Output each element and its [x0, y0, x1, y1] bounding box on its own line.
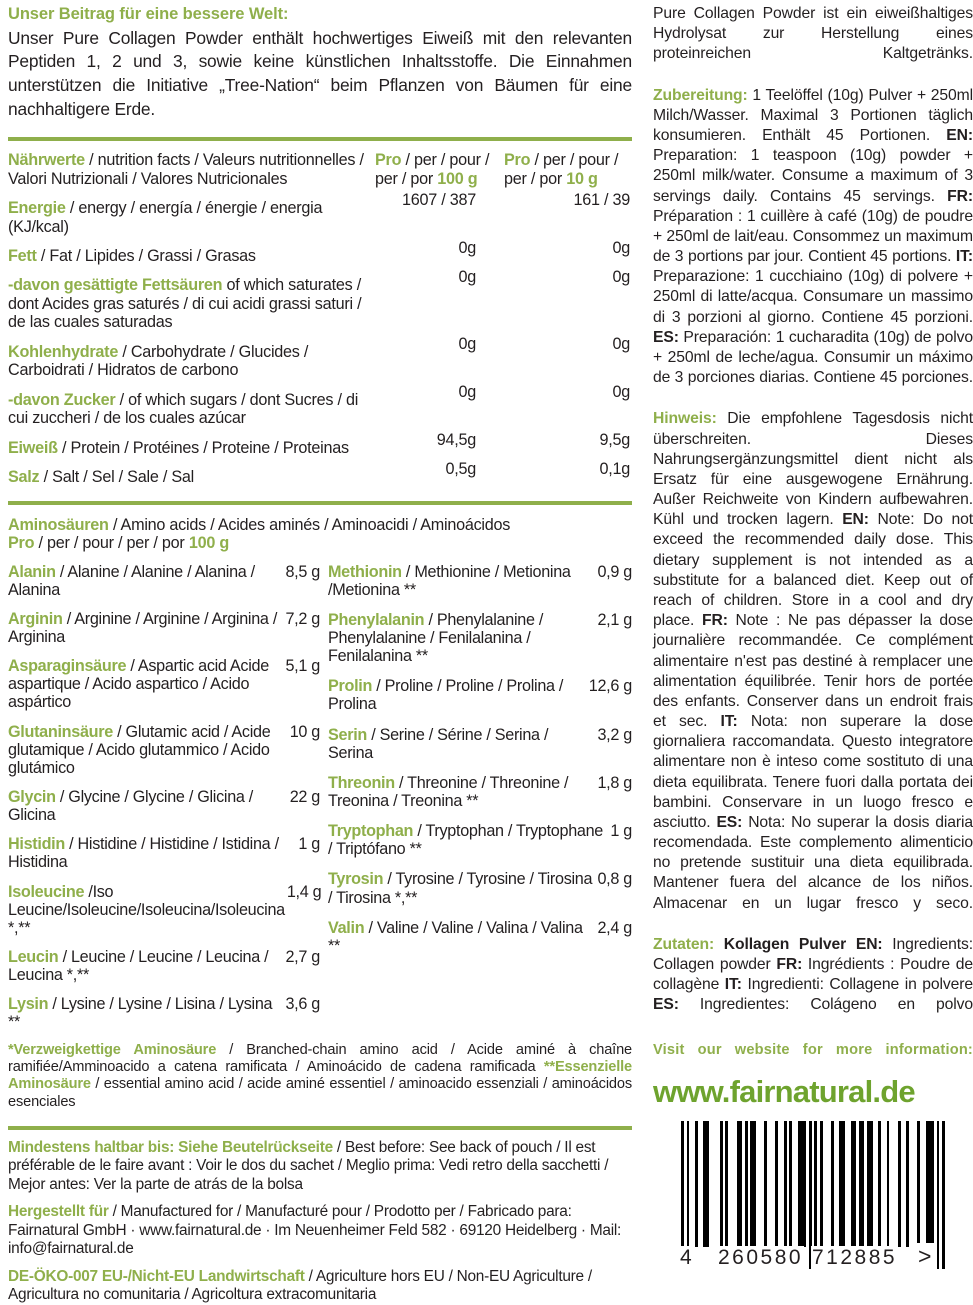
amino-column-left	[8, 563, 320, 1043]
nutrition-header-label	[8, 151, 374, 188]
nutrition-row-name-green: Eiweiß	[8, 438, 58, 457]
amino-acid-row	[8, 883, 320, 937]
nutrition-header-label-green: Nährwerte	[8, 151, 85, 170]
nutrition-value-per-10g: 9,5g	[599, 430, 630, 449]
nutrition-header-col-10g	[503, 151, 632, 188]
amino-acid-value: 1,4 g	[286, 882, 322, 901]
nutrition-value-per-100g: 0,5g	[445, 460, 476, 479]
nutrition-row-name-rest: / of which sugars / dont Sucres / di cui zuccheri / de los cuales azúcar	[8, 390, 359, 428]
nutrition-row	[8, 191, 632, 236]
nutrition-header-col-100g	[374, 151, 503, 188]
amino-acid-name	[328, 677, 589, 713]
manufacturer-text: / Manufactured for / Manufacturé pour / Prodotto per / Fabricado para: Fairnatural GmbH · www.fairnatural.de · Im Neuenheimer Feld 582 · 69120 Heidelberg · Mail: info@fairnatural.de	[8, 1203, 622, 1258]
amino-acid-row	[328, 563, 632, 599]
amino-acid-value: 3,6 g	[285, 995, 320, 1014]
nutrition-row-name-green: Energie	[8, 199, 66, 218]
amino-acid-name	[8, 610, 285, 646]
amino-acid-row	[8, 563, 320, 599]
barcode-bar	[737, 1121, 743, 1247]
barcode-digit-first: 4	[680, 1245, 695, 1269]
barcode-bar	[820, 1121, 823, 1247]
amino-acid-value: 3,2 g	[597, 725, 632, 744]
intro-title: Unser Beitrag für eine bessere Welt:	[8, 5, 289, 23]
amino-acid-value: 0,8 g	[597, 870, 632, 889]
nutrition-row	[8, 239, 632, 265]
col1-pro: Pro	[375, 151, 402, 170]
amino-acid-value: 5,1 g	[285, 657, 320, 676]
organic-code: DE-ÖKO-007 EU-/Nicht-EU Landwirtschaft	[8, 1267, 305, 1285]
amino-acid-row	[328, 774, 632, 810]
barcode-bar	[851, 1121, 857, 1247]
amino-acid-row	[8, 723, 320, 777]
nutrition-row-name-green: Kohlenhydrate	[8, 342, 119, 361]
amino-acid-name-rest: / Glutamic acid / Acide glutamique / Acido glutammico / Acido glutámico	[8, 722, 271, 777]
note-fr-tag: FR:	[701, 612, 728, 630]
manufacturer-block	[8, 1203, 632, 1258]
nutrition-row-name-rest: / Protein / Protéines / Proteine / Proteinas	[57, 438, 349, 457]
amino-acid-name-green: Arginin	[8, 609, 63, 628]
amino-acid-name	[8, 788, 290, 824]
barcode-bar	[917, 1121, 920, 1247]
nutrition-row	[8, 460, 632, 486]
note-it: Nota: non superare la dose giornaliera raccomandata. Questo integratore alimentare non è inteso come sostituto di una dieta equilibrata. Tenere fuori dalla portata dei bambini. Conservare in un luogo fresco e asciutto.	[653, 713, 973, 831]
amino-acid-value: 2,4 g	[597, 918, 632, 937]
nutrition-row-name-rest: of which saturates / dont Acides gras saturés / di cui acidi grassi saturi / de las cuales saturadas	[8, 276, 362, 332]
col2-rest: / per / pour / per / por	[504, 151, 619, 188]
barcode-bar	[725, 1121, 728, 1247]
nutrition-row-name	[8, 460, 374, 486]
nutrition-row-name-rest: / Salt / Sel / Sale / Sal	[39, 468, 194, 487]
amino-acid-row	[328, 677, 632, 713]
preparation-label: Zubereitung:	[653, 86, 748, 104]
amino-acid-value: 1,8 g	[597, 773, 632, 792]
amino-acid-name-green: Prolin	[328, 677, 373, 696]
best-before-text: / Best before: See back of pouch / Il est préférable de le faire avant : Voir le dos du sachet / Meglio prima: Vedi retro della sacchetti / Mejor antes: Ver la parte de atrás de la bolsa	[8, 1139, 609, 1193]
ingredients-es: Ingredientes: Colágeno en polvo	[678, 996, 973, 1014]
barcode-bar	[764, 1121, 767, 1247]
barcode-bar	[859, 1121, 865, 1247]
col2-amount: 10 g	[566, 169, 598, 188]
amino-acid-row	[8, 835, 320, 871]
ingredients-en: Ingredients: Collagen powder	[653, 935, 973, 974]
amino-acid-row	[8, 788, 320, 824]
amino-acid-name-rest: / Tyrosine / Tyrosine / Tirosina / Tirosina *,**	[328, 870, 593, 907]
nutrition-row-name-green: Salz	[8, 468, 40, 487]
amino-acid-name-green: Isoleucine	[8, 882, 85, 901]
nutrition-value-per-10g: 0g	[612, 382, 630, 401]
nutrition-row-name-rest: / Carbohydrate / Glucides / Carboidrati / Hidratos de carbono	[8, 342, 309, 380]
nutrition-header-label-rest: / nutrition facts / Valeurs nutritionnelles / Valori Nutrizionali / Valores Nutricionales	[8, 151, 364, 188]
amino-acid-row	[328, 611, 632, 665]
amino-acid-name-rest: / Aspartic acid Acide aspartique / Acido aspartico / Acido aspártico	[8, 657, 269, 712]
note-paragraph	[653, 409, 973, 933]
barcode-bar	[784, 1121, 787, 1247]
nutrition-row	[8, 335, 632, 380]
amino-acid-value: 7,2 g	[285, 609, 320, 628]
nutrition-value-per-100g: 0g	[458, 382, 476, 401]
note-it-tag: IT:	[720, 713, 738, 731]
amino-acid-row	[328, 726, 632, 762]
barcode-bar	[750, 1121, 756, 1247]
visit-website-text: Visit our website for more information:	[653, 1041, 973, 1058]
amino-acid-name-green: Tyrosin	[328, 870, 384, 889]
left-column	[8, 4, 632, 1305]
amino-acid-value: 2,7 g	[285, 948, 320, 966]
note-label: Hinweis:	[653, 410, 717, 428]
nutrition-table-header	[8, 151, 632, 188]
amino-acid-name-green: Glycin	[8, 788, 56, 807]
amino-acid-name-green: Glutaninsäure	[8, 722, 113, 741]
divider-above-amino	[8, 501, 632, 505]
amino-acid-name-green: Lysin	[8, 995, 49, 1014]
amino-acid-name-rest: / Proline / Proline / Prolina / Prolina	[328, 677, 564, 714]
note-fr: Note : Ne pas dépasser la dose journalière recommandée. Ce complément alimentaire n'est pas destiné à remplacer une alimentation équilibrée. Tenir hors de portée des enfants. Conserver dans un endroit frais et sec.	[653, 612, 973, 731]
amino-acid-name	[328, 774, 597, 810]
note-de: Die empfohlene Tagesdosis nicht überschreiten. Dieses Nahrungsergänzungsmittel dient nicht als Ersatz für eine ausgewogene Ernährung. Außer Reichweite von Kindern aufbewahren. Kühl und trocken lagern.	[653, 410, 973, 529]
barcode-bar	[906, 1121, 909, 1247]
preparation-de: 1 Teelöffel (10g) Pulver + 250ml Milch/Wasser. Maximal 3 Portionen täglich konsumieren. Enthält 45 Portionen.	[653, 86, 973, 145]
amino-acid-name	[328, 611, 597, 665]
organic-text: / Agriculture hors EU / Non-EU Agriculture / Agricultura no comunitaria / Agricoltura extracomunitaria	[8, 1267, 592, 1304]
nutrition-row-name	[8, 191, 374, 236]
nutrition-row-name	[8, 431, 374, 457]
preparation-es: Preparación: 1 cucharadita (10g) de polvo + 250ml de leche/agua. Consumir un máximo de 3 porciones diarias. Contiene 45 porciones.	[653, 328, 973, 387]
barcode-bar	[878, 1121, 881, 1247]
note-es-tag: ES:	[716, 813, 743, 831]
amino-acid-name-rest: / Valine / Valine / Valina / Valina **	[328, 918, 583, 955]
barcode-bar	[703, 1121, 709, 1247]
amino-table-header	[8, 516, 632, 553]
amino-acid-name	[328, 919, 597, 955]
amino-acid-name	[8, 835, 298, 871]
nutrition-row-name	[8, 335, 374, 380]
amino-acid-name	[8, 723, 290, 777]
nutrition-row-name	[8, 268, 374, 331]
amino-acid-row	[328, 822, 632, 858]
amino-acid-value: 10 g	[289, 722, 320, 741]
amino-header-rest: / Amino acids / Acides aminés / Aminoacidi / Aminoácidos	[108, 515, 511, 534]
nutrition-value-per-10g: 0g	[612, 334, 630, 353]
barcode-bar	[798, 1121, 806, 1247]
col2-pro: Pro	[504, 151, 531, 170]
product-description: Pure Collagen Powder ist ein eiweißhaltiges Hydrolysat zur Herstellung eines proteinreichen Kaltgetränks.	[653, 5, 973, 63]
nutrition-row-name-green: -davon Zucker	[8, 390, 116, 409]
barcode-bar	[898, 1121, 901, 1247]
amino-acid-row	[8, 657, 320, 711]
amino-header-pro: Pro	[8, 534, 35, 553]
amino-acid-name-rest: / Lysine / Lysine / Lisina / Lysina **	[8, 995, 273, 1032]
amino-acid-name	[8, 883, 287, 937]
best-before-label: Mindestens haltbar bis: Siehe Beutelrückseite	[8, 1139, 333, 1156]
preparation-es-tag: ES:	[653, 328, 679, 346]
amino-acid-grid	[8, 563, 632, 1043]
barcode-bar	[839, 1121, 845, 1247]
barcode-digit-group2: 712885	[812, 1245, 898, 1269]
amino-acid-value: 12,6 g	[588, 677, 632, 696]
nutrition-value-per-100g: 0g	[458, 268, 476, 287]
nutrition-row	[8, 431, 632, 457]
amino-acid-name-green: Methionin	[328, 562, 402, 581]
amino-acid-name	[8, 948, 285, 984]
nutrition-row	[8, 268, 632, 331]
ingredients-fr: Ingrédients : Poudre de collagène	[653, 956, 973, 994]
amino-acid-name-rest: / Leucine / Leucine / Leucina / Leucina *,**	[8, 948, 269, 985]
ean13-barcode	[681, 1121, 945, 1269]
note-en: Note: Do not exceed the recommended daily dose. This dietary supplement is not intended as a substitute for a balanced diet. Keep out of reach of children. Store in a cool and dry place.	[653, 511, 973, 630]
amino-acid-name-green: Serin	[328, 725, 367, 744]
preparation-it: Preparazione: 1 cucchiaino (10g) di polvere + 250ml di latte/acqua. Consumare un massimo di 3 porzioni al giorno. Contiene 45 porzioni.	[653, 268, 973, 326]
amino-acid-value: 1 g	[298, 835, 320, 854]
barcode-bar	[789, 1121, 792, 1247]
amino-acid-name-green: Threonin	[328, 773, 395, 792]
amino-acid-name-rest: / Tryptophan / Tryptophane / Triptófano **	[328, 822, 604, 859]
col1-amount: 100 g	[437, 169, 478, 188]
nutrition-row-name-green: -davon gesättigte Fettsäuren	[8, 276, 223, 295]
barcode-bar	[695, 1121, 698, 1247]
amino-acid-row	[8, 948, 320, 984]
barcode-container	[653, 1121, 973, 1269]
amino-header-green: Aminosäuren	[8, 515, 109, 534]
amino-acid-name	[8, 657, 285, 711]
amino-acid-name	[328, 563, 597, 599]
amino-acid-value: 1 g	[610, 822, 632, 841]
ingredients-fr-tag: FR:	[776, 956, 803, 974]
amino-acid-name	[328, 822, 610, 858]
nutrition-value-per-100g: 0g	[458, 334, 476, 353]
amino-acid-value: 0,9 g	[597, 562, 632, 581]
divider-above-bottom	[8, 1126, 632, 1130]
amino-acid-name-green: Phenylalanin	[328, 610, 425, 629]
barcode-digits	[680, 1242, 945, 1270]
amino-acid-row	[8, 610, 320, 646]
ingredients-paragraph	[653, 935, 973, 1036]
amino-acid-name-green: Histidin	[8, 835, 65, 854]
barcode-bar	[942, 1121, 945, 1269]
ingredients-de: Kollagen Pulver	[714, 935, 856, 953]
website-url[interactable]: www.fairnatural.de	[653, 1073, 915, 1109]
nutrition-value-per-100g: 94,5g	[436, 430, 476, 449]
amino-acid-value: 2,1 g	[597, 610, 632, 629]
ingredients-it: Ingredienti: Collagene in polvere	[741, 976, 973, 994]
barcode-digit-group1: 260580	[718, 1245, 804, 1269]
amino-acid-name-rest: / Alanine / Alanine / Alanina / Alanina	[8, 562, 255, 599]
amino-footnotes	[8, 1042, 632, 1111]
divider-above-nutrition	[8, 137, 632, 141]
amino-acid-name-rest: /Iso Leucine/Isoleucine/Isoleucina/Isoleucina *,**	[8, 882, 285, 937]
nutrition-row-name-rest: / energy / energía / énergie / energia (KJ/kcal)	[8, 199, 323, 236]
amino-acid-name-rest: / Glycine / Glycine / Glicina / Glicina	[8, 788, 253, 825]
nutrition-row-name-rest: / Fat / Lipides / Grassi / Grasas	[36, 246, 256, 265]
ingredients-es-tag: ES:	[653, 996, 679, 1014]
amino-acid-name-green: Valin	[328, 918, 365, 937]
preparation-en-tag: EN:	[946, 127, 973, 145]
amino-acid-value: 22 g	[289, 788, 320, 807]
amino-acid-value: 8,5 g	[285, 562, 320, 581]
nutrition-table-body	[8, 191, 632, 487]
barcode-bar	[937, 1121, 940, 1269]
nutrition-row	[8, 383, 632, 428]
amino-acid-row	[328, 919, 632, 955]
note-es: Nota: No superar la dosis diaria recomendada. Este complemento alimenticio no pretende sustituir una dieta equilibrada. Mantener fuera del alcance de los niños. Almacenar en un lugar fresco y seco.	[653, 813, 973, 912]
amino-acid-name-green: Asparaginsäure	[8, 657, 127, 676]
intro-body: Unser Pure Collagen Powder enthält hochwertiges Eiweiß mit den relevanten Peptiden 1, 2 und 3, sowie keine künstlichen Inhaltsstoffe. Die Einnahmen unterstützen die Initiative „Tree-Nation“ beim Pflanzen von Bäumen für eine nachhaltigere Erde.	[8, 27, 632, 119]
manufacturer-label: Hergestellt für	[8, 1203, 109, 1221]
note-en-tag: EN:	[842, 511, 869, 529]
barcode-bar	[745, 1121, 748, 1247]
amino-acid-name-green: Leucin	[8, 948, 59, 966]
barcode-bar	[926, 1121, 934, 1247]
footnote-bcaa-green: *Verzweigkettige Aminosäure	[8, 1041, 217, 1058]
preparation-en: Preparation: 1 teaspoon (10g) powder + 250ml milk/water. Consume a maximum of 3 servings daily. Contains 45 servings.	[653, 147, 973, 205]
amino-acid-name-green: Tryptophan	[328, 822, 414, 841]
amino-acid-row	[8, 995, 320, 1031]
nutrition-row-name	[8, 239, 374, 265]
amino-acid-name	[328, 726, 597, 762]
amino-acid-name-rest: / Phenylalanine / Phenylalanine / Fenilalanina / Fenilalanina **	[328, 610, 544, 666]
preparation-it-tag: IT:	[955, 248, 973, 266]
amino-acid-name-rest: / Methionine / Metionina /Metionina **	[328, 562, 571, 599]
nutrition-value-per-10g: 0g	[612, 238, 630, 257]
nutrition-value-per-10g: 0g	[612, 268, 630, 287]
amino-acid-name	[8, 563, 285, 599]
preparation-paragraph	[653, 86, 973, 409]
barcode-bar	[775, 1121, 778, 1247]
barcode-trailing-symbol: >	[918, 1242, 934, 1269]
amino-acid-name-rest: / Arginine / Arginine / Arginina / Arginina	[8, 609, 278, 647]
preparation-fr-tag: FR:	[947, 187, 973, 205]
amino-acid-name	[8, 995, 285, 1031]
ingredients-it-tag: IT:	[724, 976, 742, 994]
nutrition-value-per-100g: 0g	[458, 238, 476, 257]
footnote-bcaa-rest: / Branched-chain amino acid / Acide aminé à chaîne ramifiée/Amminoacido a catena ramificata / Aminoácido de cadena ramificada	[8, 1041, 633, 1075]
barcode-bar	[831, 1121, 834, 1247]
barcode-bar	[887, 1121, 890, 1247]
preparation-fr: Préparation : 1 cuillère à café (10g) de poudre + 250ml de lait/eau. Consommez un maximum de 3 portions par jour. Contient 45 portions.	[653, 207, 973, 266]
amino-acid-row	[328, 870, 632, 906]
amino-header-pro-rest: / per / pour / per / por	[34, 534, 189, 553]
footnote-eaa-rest: / essential amino acid / acide aminé essentiel / aminoacido essenziali / aminoácidos esenciales	[8, 1076, 632, 1110]
nutrition-value-per-10g: 0,1g	[599, 460, 630, 479]
footnote-eaa-green: **Essenzielle Aminosäure	[8, 1058, 632, 1093]
amino-header-amount: 100 g	[188, 534, 229, 553]
ingredients-label: Zutaten:	[653, 935, 715, 953]
barcode-bar	[867, 1121, 873, 1247]
amino-acid-name-green: Alanin	[8, 562, 56, 581]
nutrition-row-name	[8, 383, 374, 428]
amino-acid-name-rest: / Histidine / Histidine / Istidina / Histidina	[8, 835, 279, 872]
organic-certification-block	[8, 1268, 632, 1305]
amino-acid-name-rest: / Threonine / Threonine / Treonina / Treonina **	[328, 773, 569, 811]
amino-acid-name-rest: / Serine / Sérine / Serina / Serina	[328, 725, 549, 762]
nutrition-value-per-10g: 161 / 39	[573, 191, 630, 210]
amino-column-right	[320, 563, 632, 1043]
amino-acid-name	[328, 870, 597, 906]
nutrition-row-name-green: Fett	[8, 246, 37, 265]
nutrition-value-per-100g: 1607 / 387	[401, 191, 476, 210]
col1-rest: / per / pour / per / por	[375, 151, 490, 188]
right-column	[653, 4, 973, 1269]
barcode-bar	[720, 1121, 723, 1247]
ingredients-en-tag: EN:	[855, 935, 883, 953]
best-before-block	[8, 1139, 632, 1194]
